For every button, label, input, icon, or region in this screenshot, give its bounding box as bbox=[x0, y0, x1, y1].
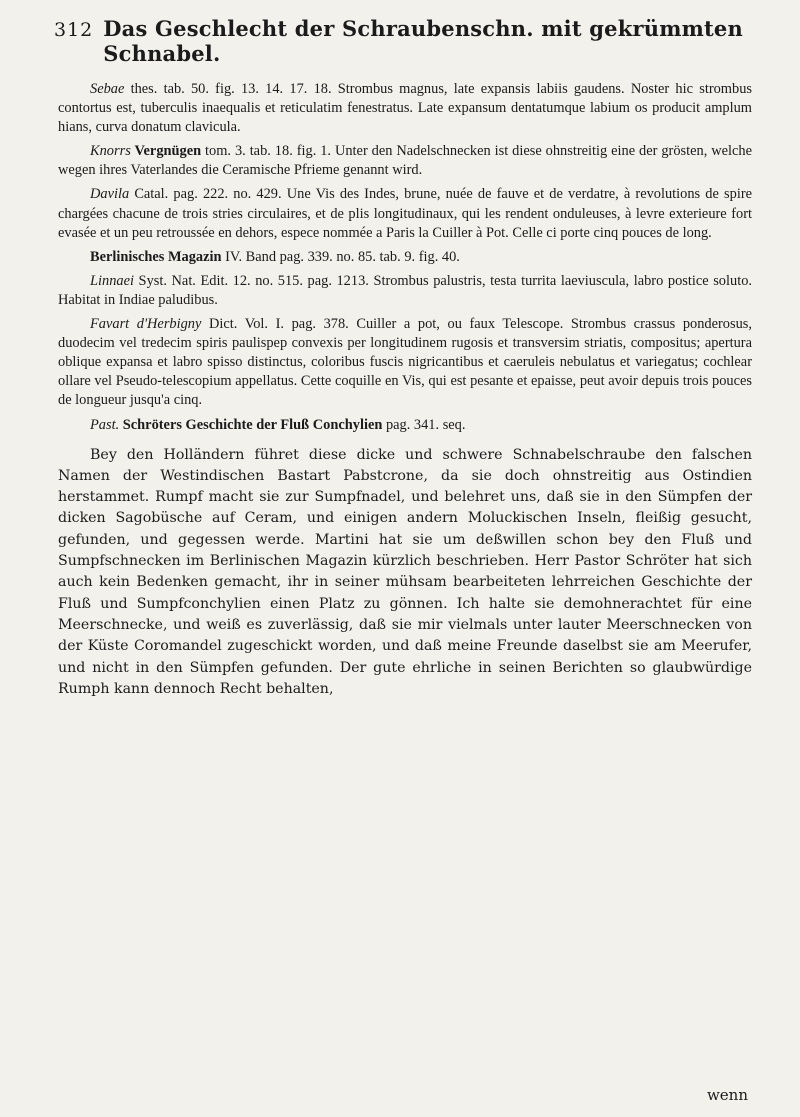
entry-berlin-text: IV. Band pag. 339. no. 85. tab. 9. fig. 40. bbox=[221, 248, 460, 265]
entry-seba bbox=[58, 80, 752, 137]
entry-past-title: Schröters Geschichte der Fluß Conchylien bbox=[119, 416, 383, 433]
entry-favart bbox=[58, 315, 752, 410]
entry-davila-text: Catal. pag. 222. no. 429. Une Vis des Indes, brune, nuée de fauve et de verdatre, à revolutions de spire chargées chacune de trois stries circulaires, et de plis longitudinaux, qui les rendent onduleuses, à levre exterieure fort evasée et un peu retroussée en dehors, espece nommée a Paris la Cuiller à Pot. Celle ci porte cinq pouces de long. bbox=[58, 186, 752, 241]
entry-knorr-text: tom. 3. tab. 18. fig. 1. Unter den Nadelschnecken ist diese ohnstreitig eine der grösten, welche wegen ihres Vaterlandes die Ceramische Pfrieme genannt wird. bbox=[58, 143, 752, 179]
entry-linnaei-text: Syst. Nat. Edit. 12. no. 515. pag. 1213. Strombus palustris, testa turrita laeviuscula, labro postice soluto. Habitat in Indiae paludibus. bbox=[58, 272, 752, 308]
catchword: wenn bbox=[706, 1086, 748, 1104]
entry-knorr-ref: Knorrs bbox=[90, 143, 131, 160]
entry-davila-ref: Davila bbox=[90, 186, 130, 203]
entry-linnaei-ref: Linnaei bbox=[90, 272, 134, 289]
body-paragraph: Bey den Holländern führet diese dicke und schwere Schnabelschraube den falschen Namen der Westindischen Bastart Pabstcrone, da sie doch ohnstreitig aus Ostindien herstammet. Rumpf macht sie zur Sumpfnadel, und belehret uns, daß sie in den Sümpfen der dicken Sagobüsche auf Ceram, und einigen andern Moluckischen Inseln, fleißig gesucht, gefunden, und gegessen werde. Martini hat sie um deßwillen schon bey den Fluß und Sumpfschnecken im Berlinischen Magazin kürzlich beschrieben. Herr Pastor Schröter hat sich auch kein Bedenken gemacht, ihr in seiner mühsam bearbeiteten lehrreichen Geschichte der Fluß und Sumpfconchylien einen Platz zu gönnen. Ich halte sie demohnerachtet für eine Meerschnecke, und weiß es zuverlässig, daß sie mir vielmals unter lauter Meerschnecken von der Küste Coromandel zugeschickt worden, und daß meine Freunde daselbst sie am Meerufer, und nicht in den Sümpfen gefunden. Der gute ehrliche in seinen Berichten so glaubwürdige Rumph kann dennoch Recht behalten, bbox=[58, 446, 752, 697]
entry-knorr bbox=[58, 142, 752, 180]
entry-knorr-title: Vergnügen bbox=[130, 143, 202, 160]
entry-seba-ref: Sebae bbox=[90, 81, 125, 97]
entry-past-ref: Past. bbox=[90, 416, 120, 433]
entry-linnaei bbox=[58, 272, 752, 310]
header-title: Das Geschlecht der Schraubenschn. mit gekrümmten Schnabel. bbox=[103, 16, 743, 66]
entry-berlin-title: Berlinisches Magazin bbox=[90, 248, 222, 265]
entry-davila bbox=[58, 185, 752, 242]
running-head bbox=[54, 16, 752, 66]
entry-favart-ref: Favart d'Herbigny bbox=[90, 316, 202, 333]
entry-past bbox=[58, 416, 752, 435]
entry-berlin bbox=[58, 248, 752, 267]
entry-past-text: pag. 341. seq. bbox=[382, 416, 466, 433]
entry-favart-text: Dict. Vol. I. pag. 378. Cuiller a pot, ou faux Telescope. Strombus crassus ponderosus, duodecim vel tredecim spiris paulispер convexis per longitudinem rugosis et transversim striatis, compositus; apertura oblique expansa et labro spisso distinctus, coloribus fuscis nigricantibus et caeruleis nebulatus et variegatus; cochlear ollare vel Pseudo-telescopium appellatus. Cette coquille en Vis, qui est pesante et epaisse, peut avoir depuis trois pouces de longueur jusqu'a cinq. bbox=[58, 316, 752, 409]
page-number: 312 bbox=[54, 19, 94, 41]
entry-seba-text: thes. tab. 50. fig. 13. 14. 17. 18. Strombus magnus, late expansis labiis gaudens. Noster hic strombus contortus est, tuberculis inaequalis et reticulatim fenestratus. Late expansum dentatumque labium os producit amplum hians, curva donatum clavicula. bbox=[58, 81, 752, 136]
